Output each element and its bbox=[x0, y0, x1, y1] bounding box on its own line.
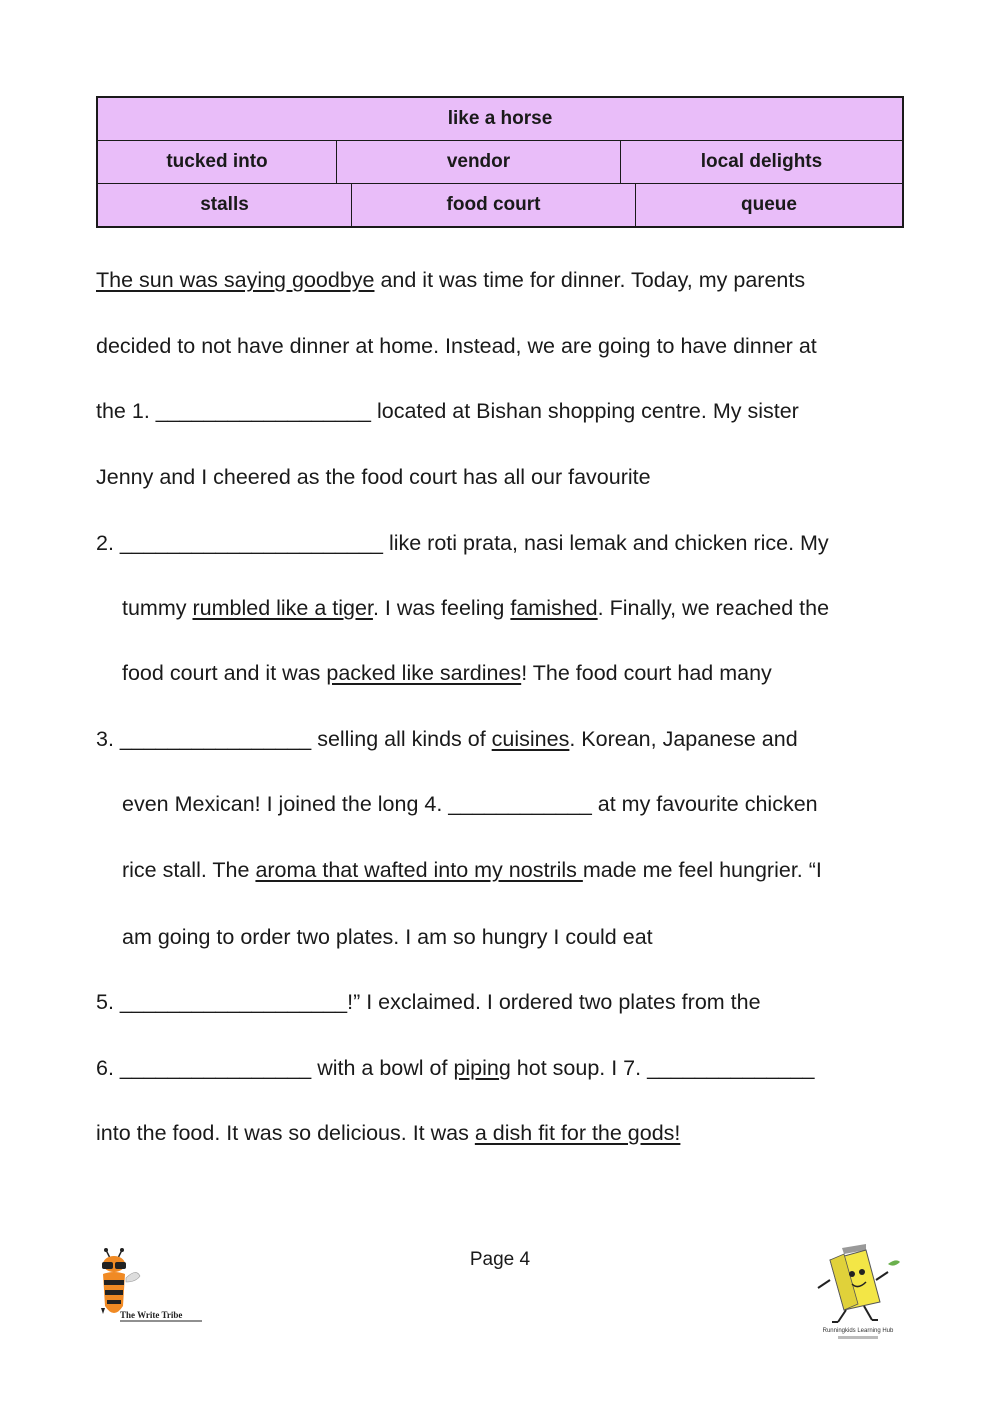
story-line: decided to not have dinner at home. Instead, we are going to have dinner at bbox=[96, 334, 817, 358]
story-line-blank-5: 5. ___________________!” I exclaimed. I ordered two plates from the bbox=[96, 990, 761, 1014]
word-bank-cell: vendor bbox=[336, 141, 620, 183]
story-text: 6. ________________ with a bowl of bbox=[96, 1056, 454, 1080]
story-text: and it was time for dinner. Today, my parents bbox=[374, 268, 806, 292]
story-line-blank-6-7 bbox=[96, 1058, 814, 1080]
story-line: Jenny and I cheered as the food court has all our favourite bbox=[96, 465, 651, 489]
word-bank-cell: stalls bbox=[200, 194, 249, 215]
underlined-phrase: rumbled like a tiger bbox=[192, 596, 373, 620]
story-text: into the food. It was so delicious. It was bbox=[96, 1121, 475, 1145]
underlined-phrase: cuisines bbox=[491, 727, 570, 751]
story-text: ! The food court had many bbox=[521, 661, 772, 685]
story-text: . Korean, Japanese and bbox=[569, 727, 798, 751]
story-text: . Finally, we reached the bbox=[597, 596, 830, 620]
story-text: . I was feeling bbox=[372, 596, 511, 620]
runningkids-book-logo bbox=[808, 1244, 908, 1348]
word-bank-row bbox=[98, 98, 902, 140]
story-line bbox=[122, 663, 772, 685]
underlined-phrase: packed like sardines bbox=[326, 661, 522, 685]
word-bank-cell: like a horse bbox=[447, 108, 553, 129]
story-line-blank-2: 2. ______________________ like roti prata, nasi lemak and chicken rice. My bbox=[96, 531, 829, 555]
word-bank-cell: local delights bbox=[620, 141, 902, 183]
story-text: made me feel hungrier. “I bbox=[582, 858, 822, 882]
story-text: hot soup. I 7. ______________ bbox=[510, 1056, 815, 1080]
underlined-phrase: The sun was saying goodbye bbox=[96, 268, 375, 292]
svg-text:Runningkids Learning Hub: Runningkids Learning Hub bbox=[822, 1328, 894, 1334]
story-line-blank-3 bbox=[96, 729, 798, 751]
story-text: 3. ________________ selling all kinds of bbox=[96, 727, 492, 751]
page-number: Page 4 bbox=[469, 1249, 531, 1270]
underlined-phrase: aroma that wafted into my nostrils bbox=[255, 858, 583, 882]
story-line bbox=[96, 270, 805, 292]
story-line-blank-1: the 1. __________________ located at Bishan shopping centre. My sister bbox=[96, 399, 799, 423]
story-line bbox=[96, 1123, 680, 1145]
story-line: am going to order two plates. I am so hungry I could eat bbox=[122, 925, 653, 949]
word-bank-cell: tucked into bbox=[166, 151, 268, 172]
underlined-phrase: famished bbox=[510, 596, 598, 620]
word-bank-row bbox=[98, 140, 902, 183]
story-text: tummy bbox=[122, 596, 193, 620]
write-tribe-bee-logo bbox=[96, 1248, 208, 1328]
underlined-phrase: piping bbox=[453, 1056, 511, 1080]
story-text: rice stall. The bbox=[122, 858, 256, 882]
word-bank-cell: food court bbox=[351, 184, 635, 226]
word-bank-row bbox=[98, 183, 902, 226]
svg-text:The Write Tribe: The Write Tribe bbox=[120, 1310, 183, 1320]
word-bank-cell: queue bbox=[635, 184, 902, 226]
underlined-phrase: a dish fit for the gods! bbox=[474, 1121, 681, 1145]
story-line bbox=[122, 860, 822, 882]
story-text: food court and it was bbox=[122, 661, 327, 685]
story-line-blank-4: even Mexican! I joined the long 4. ____________ at my favourite chicken bbox=[122, 792, 818, 816]
story-line bbox=[122, 598, 829, 620]
word-bank-table bbox=[96, 96, 904, 228]
